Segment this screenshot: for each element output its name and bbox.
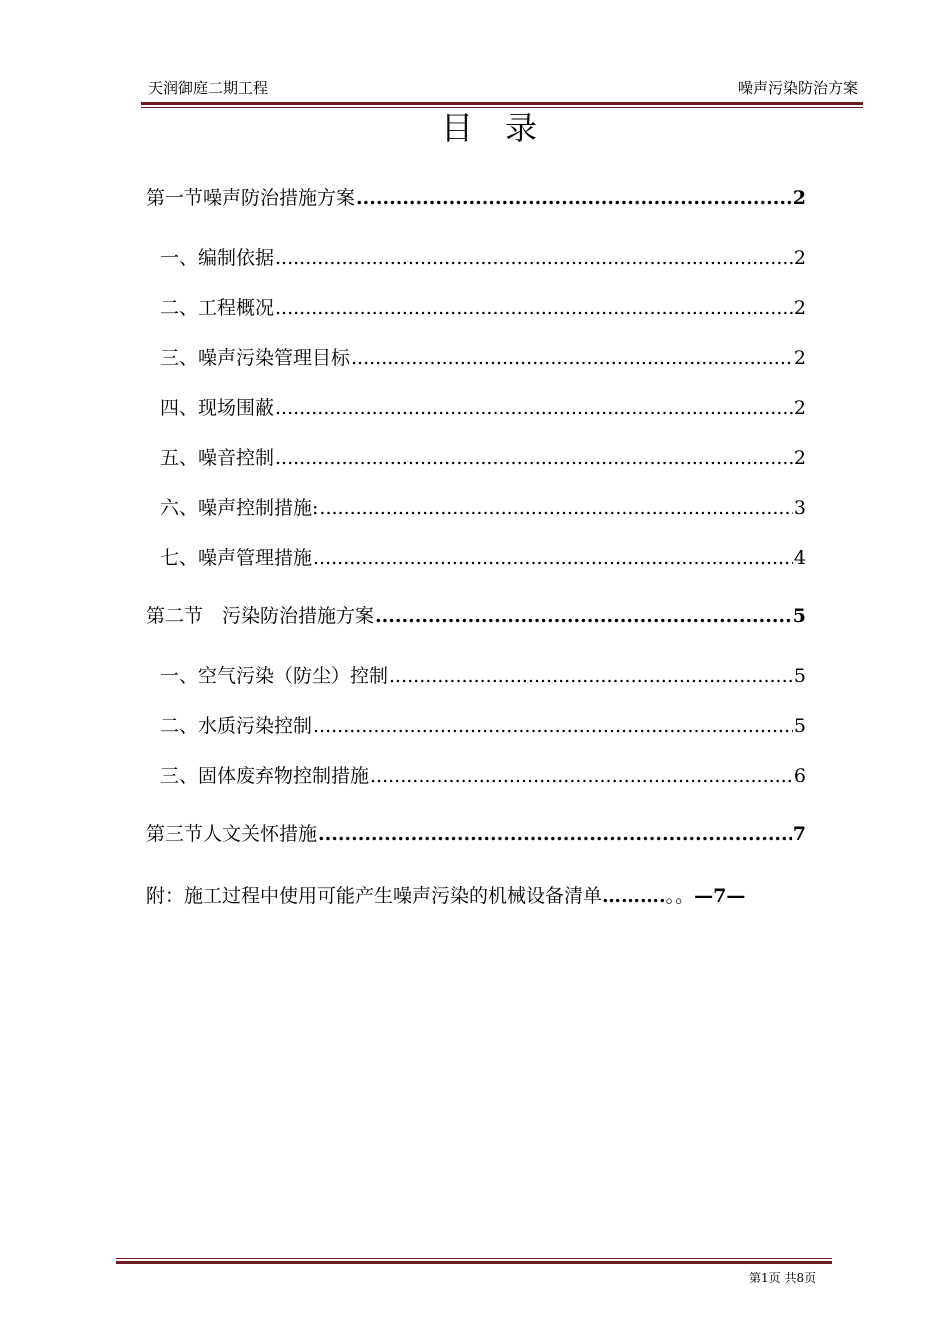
toc-leader xyxy=(389,663,793,689)
footer-rule xyxy=(116,1261,832,1264)
toc-entry[interactable] xyxy=(146,185,806,211)
toc-entry-page: 2 xyxy=(792,187,806,209)
toc-entry[interactable] xyxy=(160,663,806,689)
header-project-name: 天润御庭二期工程 xyxy=(148,79,269,97)
appendix-label: 附：施工过程中使用可能产生噪声污染的机械设备清单 xyxy=(146,885,603,907)
footer-rule-thin xyxy=(116,1258,832,1259)
toc-entry-label: 五、噪音控制 xyxy=(160,447,275,469)
toc-leader xyxy=(275,445,793,471)
toc-entry[interactable] xyxy=(160,713,806,739)
toc-entry[interactable] xyxy=(160,245,806,271)
toc-entry-page: 2 xyxy=(793,397,806,419)
toc-entry-page: 3 xyxy=(793,497,806,519)
toc-entry-label: 二、工程概况 xyxy=(160,297,275,319)
toc-entry-label: 四、现场围蔽 xyxy=(160,397,275,419)
toc-leader xyxy=(275,245,793,271)
header-document-title: 噪声污染防治方案 xyxy=(737,79,858,97)
toc-appendix-entry[interactable] xyxy=(146,883,745,909)
toc-leader xyxy=(313,713,793,739)
toc-leader xyxy=(275,395,793,421)
toc-entry-label: 三、固体废弃物控制措施 xyxy=(160,765,370,787)
toc-entry-page: 5 xyxy=(793,665,806,687)
toc-entry-page: 2 xyxy=(793,297,806,319)
toc-leader xyxy=(319,495,793,521)
toc-entry-page: 2 xyxy=(793,247,806,269)
toc-leader xyxy=(313,545,793,571)
toc-entry-page: 2 xyxy=(793,447,806,469)
toc-entry-label: 第三节人文关怀措施 xyxy=(146,823,318,845)
toc-entry-page: 2 xyxy=(793,347,806,369)
toc-entry[interactable] xyxy=(160,495,806,521)
toc-title: 目录 xyxy=(440,109,569,147)
toc-entry-label: 一、编制依据 xyxy=(160,247,275,269)
footer-page-number: 第1页 共8页 xyxy=(749,1271,817,1285)
toc-entry[interactable] xyxy=(146,603,806,629)
toc-entry-label: 一、空气污染（防尘）控制 xyxy=(160,665,389,687)
toc-entry[interactable] xyxy=(160,345,806,371)
toc-entry-page: 7 xyxy=(792,823,806,845)
toc-entry[interactable] xyxy=(160,545,806,571)
toc-leader xyxy=(275,295,793,321)
toc-entry[interactable] xyxy=(160,763,806,789)
toc-leader xyxy=(356,185,792,211)
toc-entry[interactable] xyxy=(160,445,806,471)
appendix-leader: ………. xyxy=(602,885,666,907)
toc-entry-label: 三、噪声污染管理目标 xyxy=(160,347,351,369)
toc-entry-page: 6 xyxy=(793,765,806,787)
toc-entry[interactable] xyxy=(160,395,806,421)
toc-leader xyxy=(370,763,793,789)
toc-entry-label: 第一节噪声防治措施方案 xyxy=(146,187,356,209)
appendix-tail: 。。 xyxy=(665,885,695,907)
toc-leader xyxy=(318,821,792,847)
toc-entry-label: 六、噪声控制措施: xyxy=(160,497,319,519)
toc-entry-label: 第二节 污染防治措施方案 xyxy=(146,605,375,627)
toc-leader xyxy=(375,603,792,629)
toc-leader xyxy=(351,345,793,371)
toc-entry-page: 5 xyxy=(792,605,806,627)
toc-entry[interactable] xyxy=(160,295,806,321)
toc-entry-page: 4 xyxy=(793,547,806,569)
toc-entry-page: 5 xyxy=(793,715,806,737)
toc-entry-label: 二、水质污染控制 xyxy=(160,715,313,737)
appendix-page: —7— xyxy=(694,885,746,907)
toc-entry-label: 七、噪声管理措施 xyxy=(160,547,313,569)
toc-entry[interactable] xyxy=(146,821,806,847)
header-rule xyxy=(141,102,863,105)
